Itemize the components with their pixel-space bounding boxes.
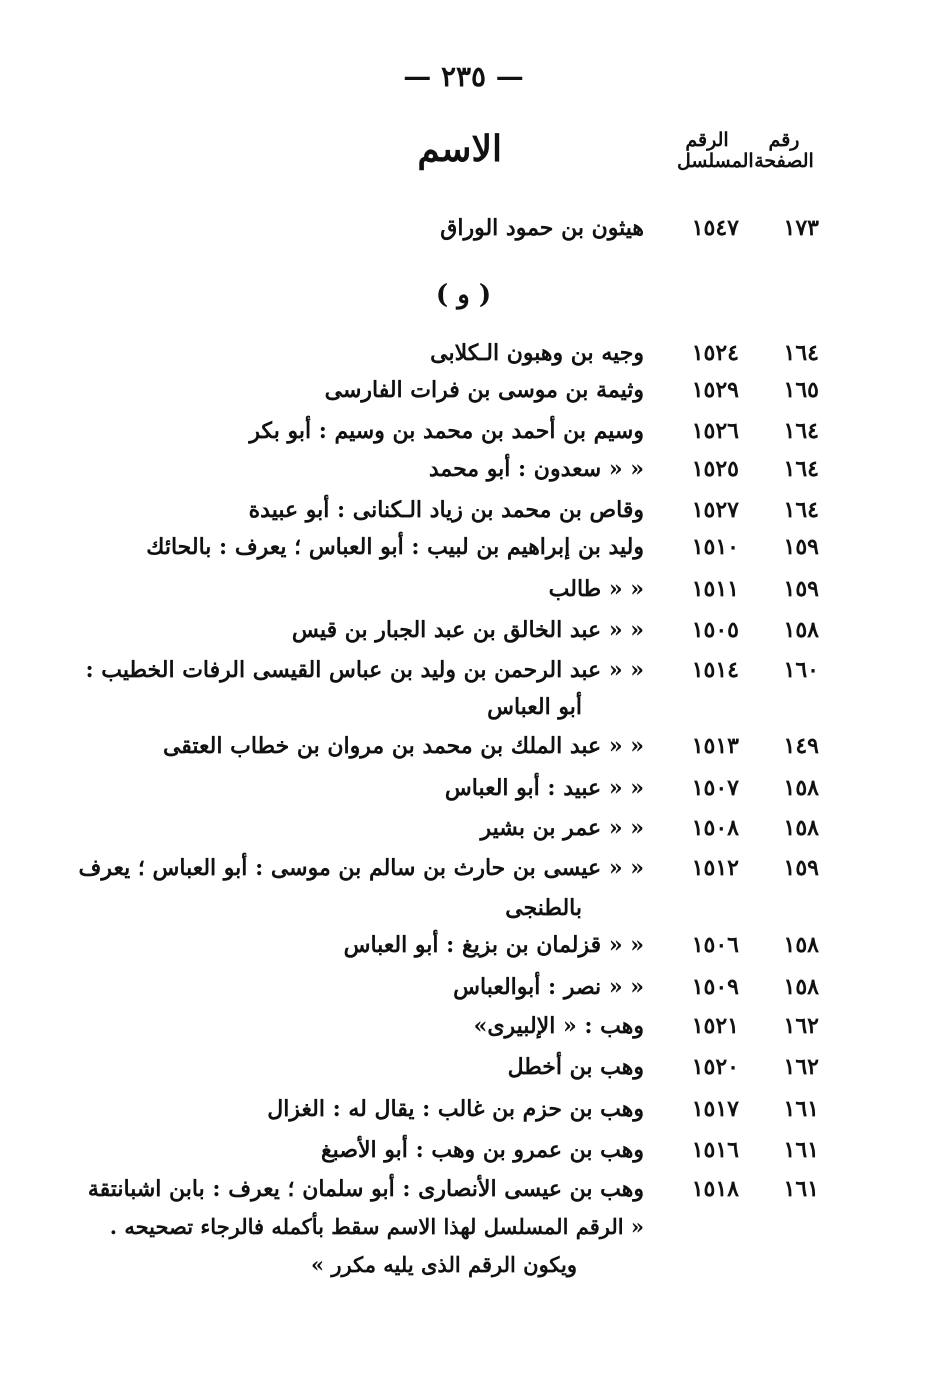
index-entry [0, 418, 927, 454]
entry-serial: ١٥٠٧ [691, 775, 739, 801]
entry-serial: ١٥١٢ [691, 855, 739, 881]
entry-name: « « سعدون : أبو محمد [428, 456, 644, 482]
entry-page: ١٦٢ [783, 1013, 819, 1039]
index-entry [0, 657, 927, 693]
entry-page: ١٤٩ [783, 733, 819, 759]
entry-serial: ١٥١٣ [691, 733, 739, 759]
entry-serial: ١٥٢٤ [691, 340, 739, 366]
index-entry [0, 497, 927, 533]
index-entry [0, 775, 927, 811]
index-entry [0, 534, 927, 570]
index-entry [0, 1176, 927, 1212]
entry-page: ١٦١ [783, 1096, 819, 1122]
entry-serial: ١٥٢٠ [691, 1054, 739, 1080]
entry-page: ١٦٢ [783, 1054, 819, 1080]
header-serial-column: الرقم المسلسل [677, 129, 754, 172]
entry-page: ١٥٨ [783, 775, 819, 801]
entry-serial: ١٥٠٩ [691, 974, 739, 1000]
index-entry [0, 215, 927, 251]
index-entry [0, 932, 927, 968]
entry-continuation: أبو العباس [487, 694, 582, 720]
index-entry [0, 1096, 927, 1132]
entry-page: ١٦٤ [783, 418, 819, 444]
index-entry [0, 340, 927, 376]
entry-serial: ١٥٢١ [691, 1013, 739, 1039]
entry-serial: ١٥٠٨ [691, 815, 739, 841]
entry-serial: ١٥٤٧ [691, 215, 739, 241]
entry-serial: ١٥١٧ [691, 1096, 739, 1122]
entry-continuation: بالطنجى [505, 895, 582, 921]
entry-page: ١٦٠ [783, 657, 819, 683]
entry-serial: ١٥٢٦ [691, 418, 739, 444]
entry-name: وهب بن عمرو بن وهب : أبو الأصبغ [320, 1137, 644, 1163]
entry-page: ١٦٤ [783, 456, 819, 482]
entry-serial: ١٥٢٧ [691, 497, 739, 523]
header-page-column: رقم الصفحة [754, 129, 814, 172]
entry-page: ١٦١ [783, 1137, 819, 1163]
index-entry [0, 1013, 927, 1049]
entry-page: ١٥٨ [783, 974, 819, 1000]
entry-name: « « عبيد : أبو العباس [444, 775, 644, 801]
entry-name: « « طالب [548, 576, 644, 602]
entry-name: « « نصر : أبوالعباس [453, 974, 644, 1000]
entry-serial: ١٥٢٩ [691, 377, 739, 403]
entry-page: ١٥٩ [783, 855, 819, 881]
entry-page: ١٦٤ [783, 497, 819, 523]
index-entry [0, 1054, 927, 1090]
entry-name: « « عيسى بن حارث بن سالم بن موسى : أبو العباس ؛ يعرف [78, 855, 644, 881]
entry-serial: ١٥١٦ [691, 1137, 739, 1163]
entry-serial: ١٥١٠ [691, 534, 739, 560]
entry-name: هيثون بن حمود الوراق [440, 215, 644, 241]
entry-serial: ١٥٠٥ [691, 617, 739, 643]
entry-page: ١٥٨ [783, 815, 819, 841]
entry-page: ١٥٩ [783, 534, 819, 560]
entry-serial: ١٥١١ [691, 576, 739, 602]
entry-serial: ١٥٠٦ [691, 932, 739, 958]
section-heading: ( و ) [435, 280, 492, 310]
index-entry [0, 456, 927, 492]
entry-name: وثيمة بن موسى بن فرات الفارسى [324, 377, 644, 403]
index-entry [0, 733, 927, 769]
entry-serial: ١٥١٤ [691, 657, 739, 683]
entry-name: « « قزلمان بن بزيغ : أبو العباس [343, 932, 644, 958]
entry-page: ١٥٩ [783, 576, 819, 602]
index-entry [0, 617, 927, 653]
entry-name: وقاص بن محمد بن زياد الـكنانى : أبو عبيدة [248, 497, 644, 523]
entry-name: وهب بن أخطل [507, 1054, 644, 1080]
entry-serial: ١٥٢٥ [691, 456, 739, 482]
header-name-column: الاسم [417, 128, 502, 170]
entry-name: وهب بن عيسى الأنصارى : أبو سلمان ؛ يعرف : بابن اشبانتقة [87, 1176, 644, 1202]
page-number: — ٢٣٥ — [403, 60, 524, 93]
entry-name: وهب : « الإلبيرى» [473, 1013, 644, 1039]
entry-page: ١٦١ [783, 1176, 819, 1202]
index-entry [0, 974, 927, 1010]
entry-page: ١٥٨ [783, 932, 819, 958]
index-entry [0, 815, 927, 851]
entry-name: وجيه بن وهبون الـكلابى [430, 340, 644, 366]
entry-page: ١٧٣ [783, 215, 819, 241]
entry-page: ١٦٥ [783, 377, 819, 403]
index-entry [0, 855, 927, 891]
entry-name: « « عبد الرحمن بن وليد بن عباس القيسى الرفات الخطيب : [85, 657, 644, 683]
index-entry [0, 1137, 927, 1173]
entry-name: وسيم بن أحمد بن محمد بن وسيم : أبو بكر [249, 418, 644, 444]
entry-name: وليد بن إبراهيم بن لبيب : أبو العباس ؛ يعرف : بالحائك [146, 534, 644, 560]
entry-name: « « عمر بن بشير [480, 815, 644, 841]
footnote-line: ويكون الرقم الذى يليه مكرر » [310, 1252, 577, 1277]
index-entry [0, 576, 927, 612]
entry-name: وهب بن حزم بن غالب : يقال له : الغزال [267, 1096, 644, 1122]
index-entry [0, 377, 927, 413]
entry-name: « « عبد الخالق بن عبد الجبار بن قيس [291, 617, 644, 643]
entry-page: ١٦٤ [783, 340, 819, 366]
entry-name: « « عبد الملك بن محمد بن مروان بن خطاب العتقى [162, 733, 644, 759]
entry-serial: ١٥١٨ [691, 1176, 739, 1202]
footnote-line: « الرقم المسلسل لهذا الاسم سقط بأكمله فالرجاء تصحيحه . [109, 1214, 644, 1239]
entry-page: ١٥٨ [783, 617, 819, 643]
